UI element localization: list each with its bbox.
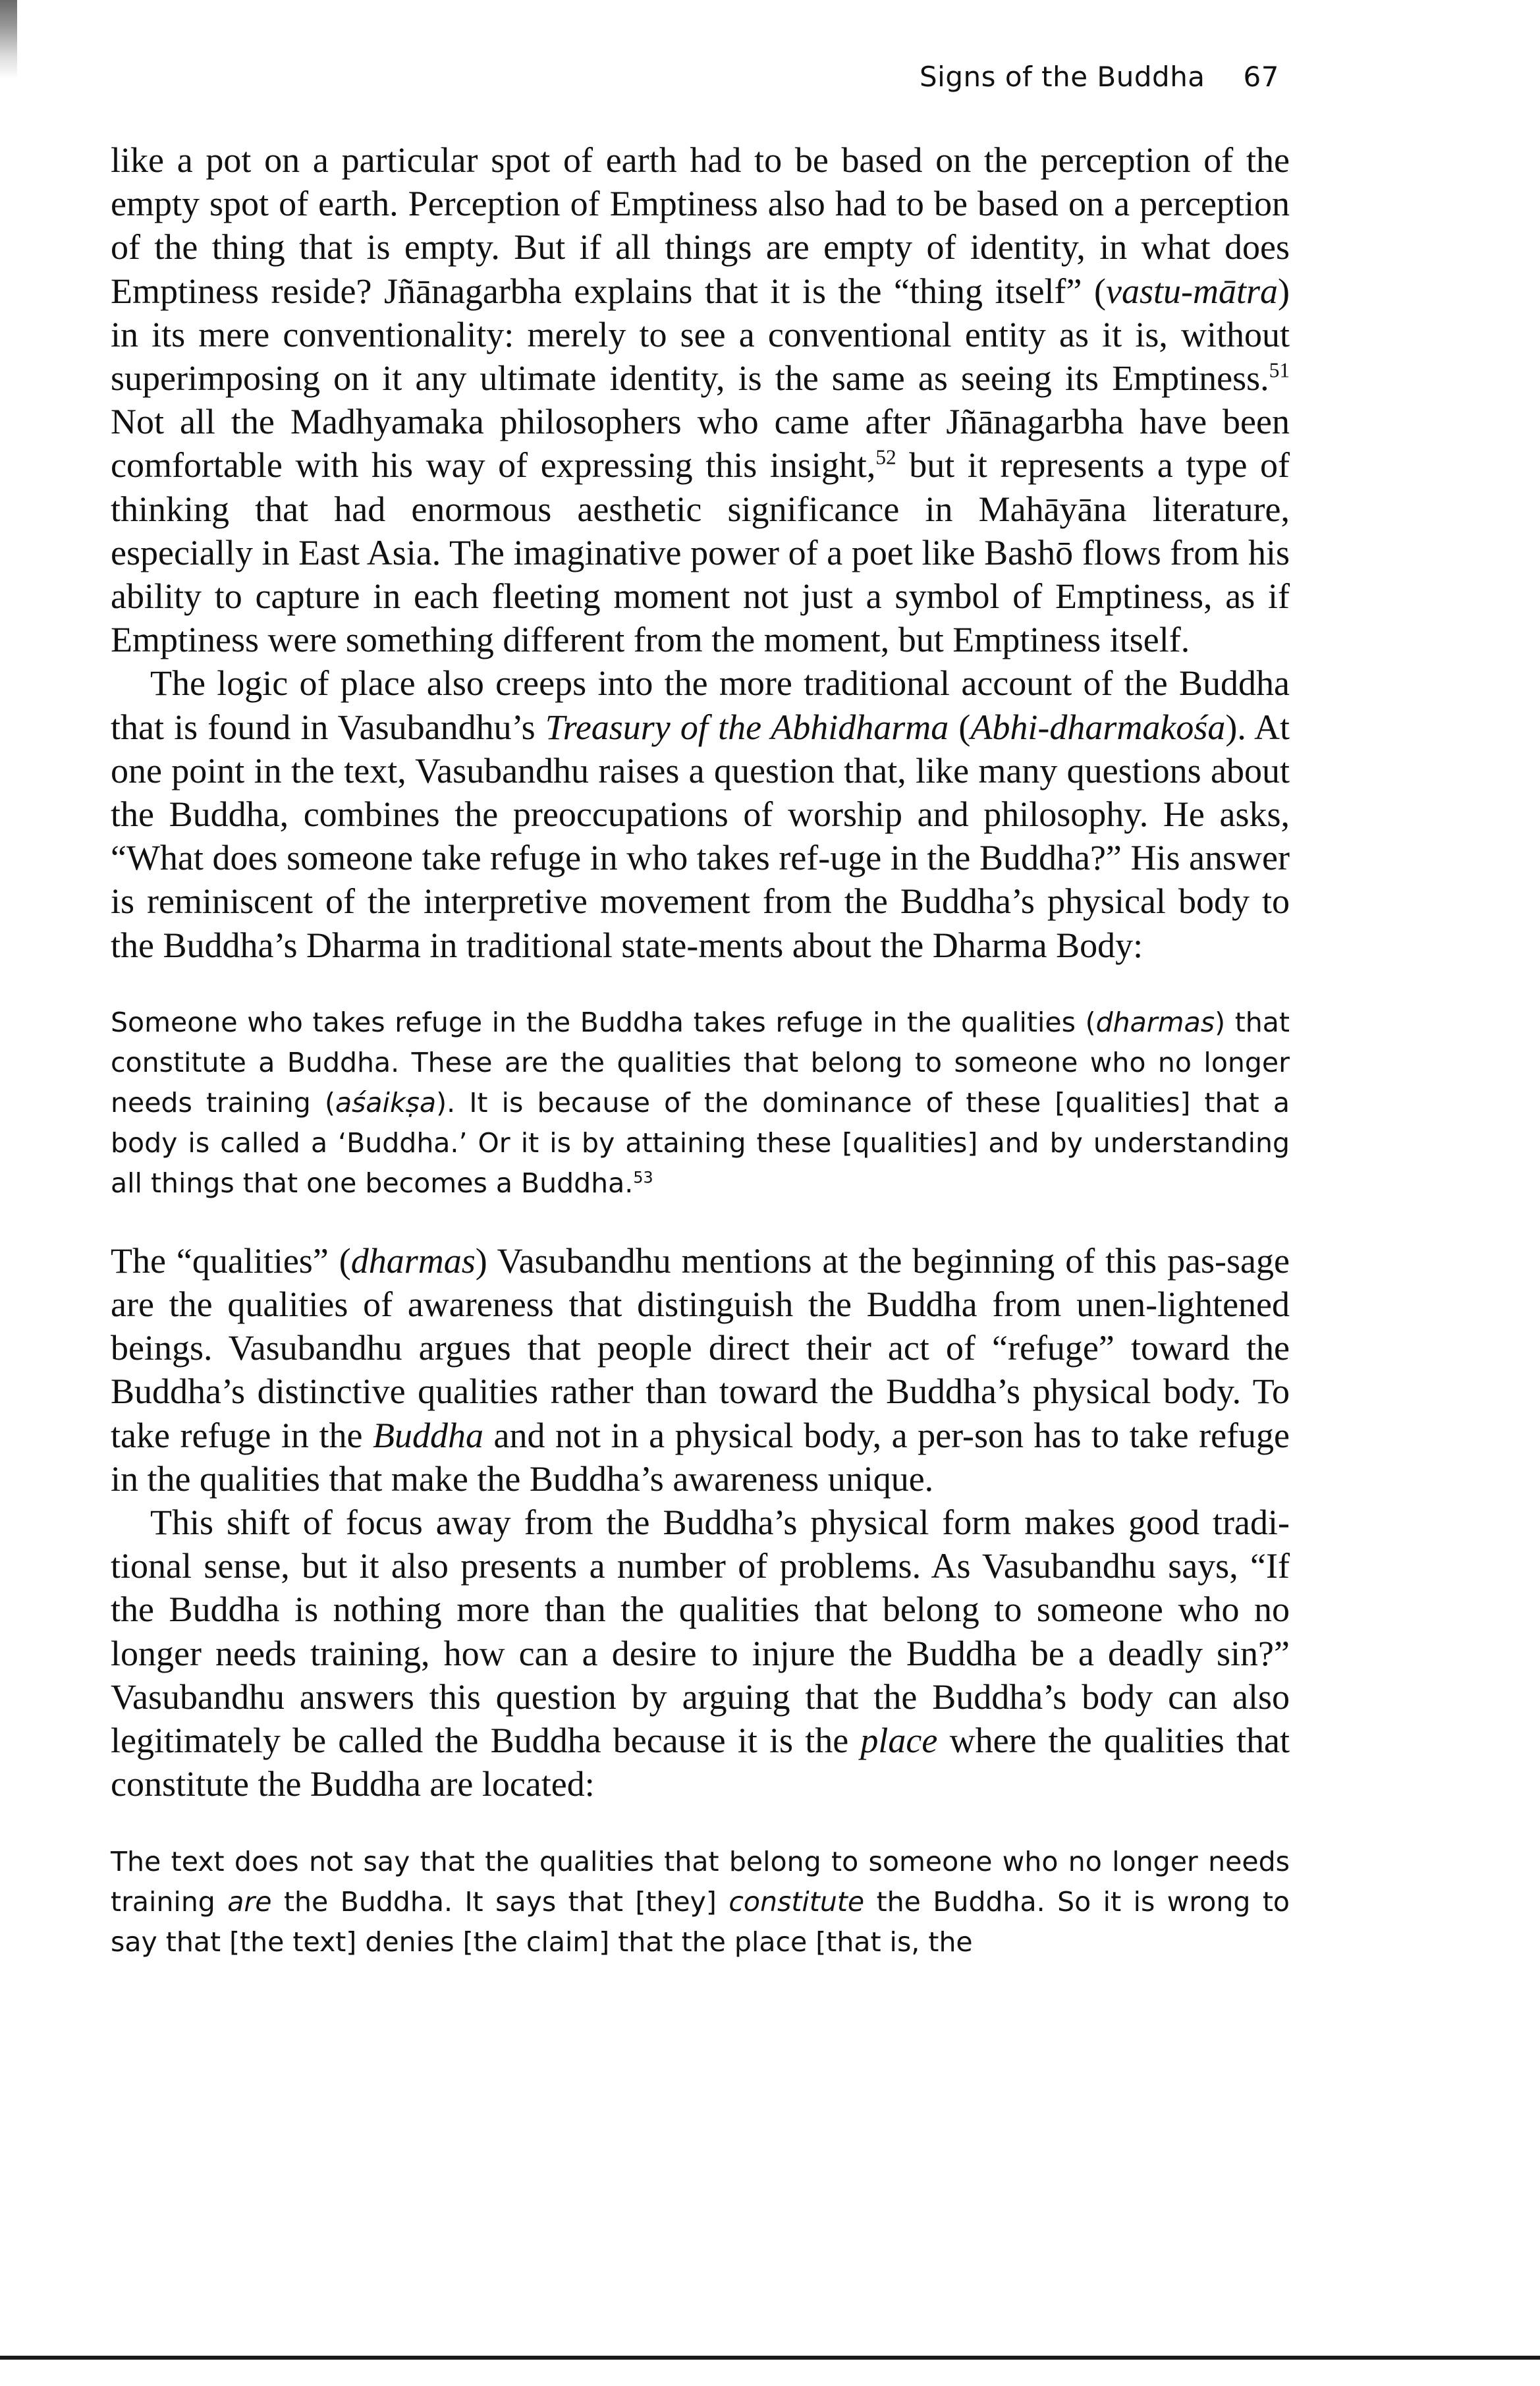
italic-term: constitute bbox=[729, 1885, 865, 1918]
text-run: the Buddha. So it is wrong to say that [the text] denies [the claim] that the place [that is, the bbox=[111, 1885, 1290, 1958]
text-run: The “qualities” ( bbox=[111, 1240, 351, 1281]
running-head-title: Signs of the Buddha bbox=[919, 61, 1205, 93]
text-run: ). At one point in the text, Vasubandhu raises a question that, like many questions about the Buddha, combines the preoccupations of worship and philosophy. He asks, “What does someone take refuge in who takes ref-uge in the Buddha?” His answer is reminiscent of the interpretive movement from the Buddha’s physical body to the Buddha’s Dharma in traditional state-ments about the Dharma Body: bbox=[111, 707, 1290, 965]
page-bottom-edge bbox=[0, 2356, 1540, 2360]
italic-term: vastu-mātra bbox=[1106, 271, 1279, 311]
text-run: like a pot on a particular spot of earth had to be based on the perception of the empty spot of earth. Perception of Emptiness also had to be based on a perception of the thing that is empty. But if all things are empty of identity, in what does Emptiness reside? Jñānagarbha explains that it is the “thing itself” ( bbox=[111, 140, 1290, 311]
footnote-ref-53[interactable]: 53 bbox=[633, 1168, 653, 1187]
text-run: ). It is because of the dominance of these [qualities] that a body is called a ‘Buddha.’ Or it is by attaining these [qualities] and by understanding all things that one becomes a Buddha. bbox=[111, 1086, 1290, 1199]
italic-title: Treasury of the Abhidharma bbox=[545, 707, 949, 747]
text-run: Not all the Madhyamaka philosophers who came after Jñānagarbha have been comfortable with his way of expressing this insight, bbox=[111, 402, 1290, 486]
text-run: where the qualities that constitute the Buddha are located: bbox=[111, 1721, 1290, 1804]
page-number: 67 bbox=[1243, 61, 1279, 93]
page-body bbox=[111, 138, 1290, 1962]
italic-term: aśaikṣa bbox=[335, 1086, 437, 1119]
paragraph-4 bbox=[111, 1501, 1290, 1806]
text-run: The logic of place also creeps into the more traditional account of the Buddha that is found in Vasubandhu’s bbox=[111, 663, 1290, 747]
text-run: The text does not say that the qualities that belong to someone who no longer needs training bbox=[111, 1845, 1290, 1918]
paragraph-1 bbox=[111, 138, 1290, 661]
text-run: ) in its mere conventionality: merely to see a conventional entity as it is, without superimposing on it any ultimate identity, is the same as seeing its Emptiness. bbox=[111, 271, 1290, 399]
text-run: This shift of focus away from the Buddha’s physical form makes good tradi-tional sense, but it also presents a number of problems. As Vasubandhu says, “If the Buddha is nothing more than the qualities that belong to someone who no longer needs training, how can a desire to injure the Buddha be a deadly sin?” Vasubandhu answers this question by arguing that the Buddha’s body can also legitimately be called the Buddha because it is the bbox=[111, 1503, 1290, 1761]
italic-term: Buddha bbox=[372, 1415, 483, 1455]
italic-term: are bbox=[227, 1885, 272, 1918]
text-run: ) that constitute a Buddha. These are the qualities that belong to someone who no longer needs training ( bbox=[111, 1006, 1290, 1119]
footnote-ref-52[interactable]: 52 bbox=[875, 446, 896, 470]
paragraph-3 bbox=[111, 1239, 1290, 1501]
text-run: ) Vasubandhu mentions at the beginning of this pas-sage are the qualities of awareness that distinguish the Buddha from unen-lightened beings. Vasubandhu argues that people direct their act of “refuge” toward the Buddha’s distinctive qualities rather than toward the Buddha’s physical body. To take refuge in the bbox=[111, 1240, 1290, 1455]
paragraph-2 bbox=[111, 661, 1290, 966]
text-run: Someone who takes refuge in the Buddha takes refuge in the qualities ( bbox=[111, 1006, 1096, 1038]
italic-title: Abhi-dharmakośa bbox=[970, 707, 1226, 747]
italic-term: place bbox=[860, 1721, 938, 1761]
text-run: the Buddha. It says that [they] bbox=[271, 1885, 729, 1918]
text-run: and not in a physical body, a per-son has to take refuge in the qualities that make the Buddha’s awareness unique. bbox=[111, 1415, 1290, 1499]
italic-term: dharmas bbox=[1095, 1006, 1215, 1038]
italic-term: dharmas bbox=[350, 1240, 476, 1281]
running-head bbox=[920, 61, 1279, 93]
footnote-ref-51[interactable]: 51 bbox=[1269, 358, 1290, 382]
scan-edge-artifact bbox=[0, 0, 17, 79]
text-run: ( bbox=[949, 707, 971, 747]
block-quote-1 bbox=[111, 1003, 1290, 1204]
block-quote-2 bbox=[111, 1842, 1290, 1962]
text-run: but it represents a type of thinking that had enormous aesthetic significance in Mahāyāna literature, especially in East Asia. The imaginative power of a poet like Bashō flows from his ability to capture in each fleeting moment not just a symbol of Emptiness, as if Emptiness were something different from the moment, but Emptiness itself. bbox=[111, 445, 1290, 660]
